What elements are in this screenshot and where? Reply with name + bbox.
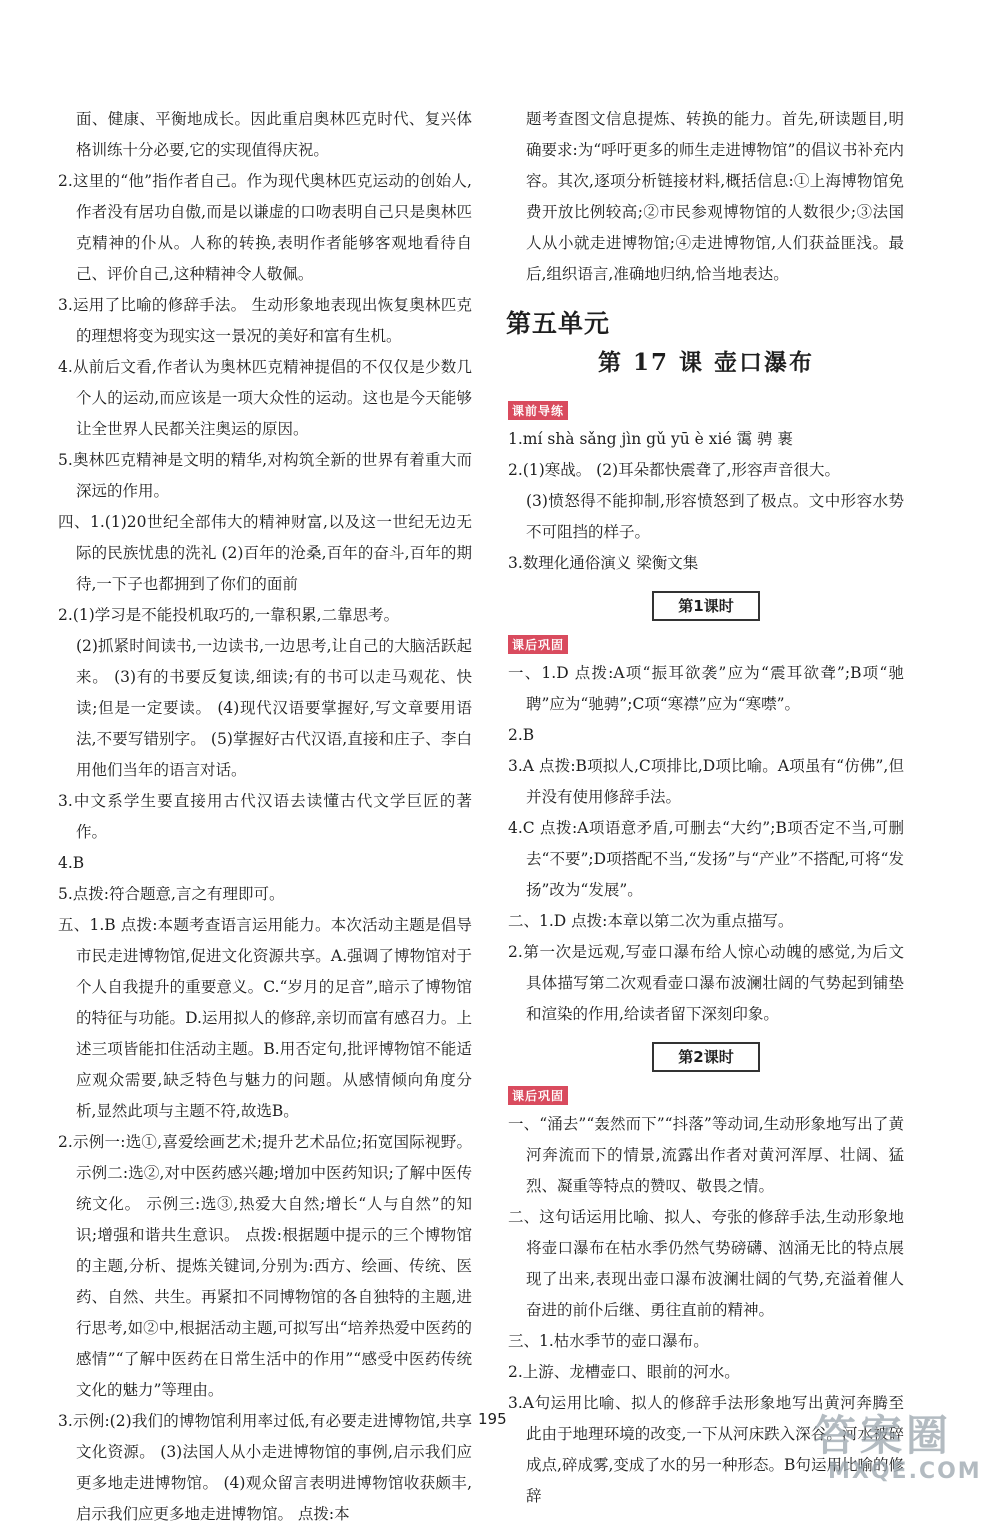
answer-paragraph: 2.示例一:选①,喜爱绘画艺术;提升艺术品位;拓宽国际视野。 示例二:选②,对中医药感兴趣;增加中医药知识;了解中医传统文化。 示例三:选③,热爱大自然;增长“人与自然”的知识;增强和谐共生意识。 点拨:根据题中提示的三个博物馆的主题,分析、提炼关键词,分别为:西方、绘画、传统、医药、自然、共生。再紧扣不同博物馆的各自独特的主题,进行思考,如②中,根据活动主题,可拟写出“培养热爱中医药的感情”“了解中医药在日常生活中的作用”“感受中医药传统文化的魅力”等理由。 [58,1133,472,1399]
review-section-badge: 课后巩固 [508,1086,568,1105]
watermark-logo-text: 答案圈 [814,1411,953,1460]
answer-paragraph: (3)愤怒得不能抑制,形容愤怒到了极点。文中形容水势不可阻挡的样子。 [526,492,904,541]
left-column [58,104,472,1530]
answer-paragraph: 面、健康、平衡地成长。因此重启奥林匹克时代、复兴体格训练十分必要,它的实现值得庆祝。 [76,110,472,159]
answer-paragraph: 2.这里的“他”指作者自己。作为现代奥林匹克运动的创始人,作者没有居功自傲,而是以谦虚的口吻表明自己只是奥林匹克精神的仆从。人称的转换,表明作者能够客观地看待自己、评价自己,这种精神令人敬佩。 [58,172,472,283]
answer-paragraph: 3.运用了比喻的修辞手法。 生动形象地表现出恢复奥林匹克的理想将变为现实这一景况的美好和富有生机。 [58,296,472,345]
answer-paragraph: 一、“涌去”“轰然而下”“抖落”等动词,生动形象地写出了黄河奔流而下的情景,流露出作者对黄河浑厚、壮阔、猛烈、凝重等特点的赞叹、敬畏之情。 [508,1115,904,1195]
unit-title: 第五单元 [506,309,611,338]
lesson-title: 第 17 课 壶口瀑布 [597,349,815,376]
answer-paragraph: 3.A 点拨:B项拟人,C项排比,D项比喻。A项虽有“仿佛”,但并没有使用修辞手法。 [508,757,904,806]
answer-paragraph: 2.(1)学习是不能投机取巧的,一靠积累,二靠思考。 [58,606,400,624]
answer-paragraph: (2)抓紧时间读书,一边读书,一边思考,让自己的大脑活跃起来。 (3)有的书要反复读,细读;有的书可以走马观花、快读;但是一定要读。 (4)现代汉语要掌握好,写文章要用语法,不要写错别字。 (5)掌握好古代汉语,直接和庄子、李白用他们当年的语言对话。 [76,637,472,779]
answer-paragraph: 四、1.(1)20世纪全部伟大的精神财富,以及这一世纪无边无际的民族忧患的洗礼 (2)百年的沧桑,百年的奋斗,百年的期待,一下子也都拥到了你们的面前 [58,513,472,593]
answer-paragraph: 3.示例:(2)我们的博物馆利用率过低,有必要走进博物馆,共享文化资源。 (3)法国人从小走进博物馆的事例,启示我们应更多地走进博物馆。 (4)观众留言表明进博物馆收获颇丰,启示我们应更多地走进博物馆。 点拨:本 [58,1412,472,1523]
answer-paragraph: 五、1.B 点拨:本题考查语言运用能力。本次活动主题是倡导市民走进博物馆,促进文化资源共享。A.强调了博物馆对于个人自我提升的重要意义。C.“岁月的足音”,暗示了博物馆的特征与功能。D.运用拟人的修辞,亲切而富有感召力。上述三项皆能扣住活动主题。B.用否定句,批评博物馆不能适应观众需要,缺乏特色与魅力的问题。从感情倾向角度分析,显然此项与主题不符,故选B。 [58,916,472,1120]
right-column [508,104,904,1512]
session-1-label: 第1课时 [652,591,760,621]
answer-paragraph: 2.第一次是远观,写壶口瀑布给人惊心动魄的感觉,为后文具体描写第二次观看壶口瀑布波澜壮阔的气势起到铺垫和渲染的作用,给读者留下深刻印象。 [508,943,904,1023]
answer-paragraph: 5.奥林匹克精神是文明的精华,对构筑全新的世界有着重大而深远的作用。 [58,451,472,500]
answer-paragraph: 5.点拨:符合题意,言之有理即可。 [58,885,285,903]
answer-paragraph: 一、1.D 点拨:A项“振耳欲袭”应为“震耳欲聋”;B项“驰聘”应为“驰骋”;C项“寒襟”应为“寒噤”。 [508,664,904,713]
answer-paragraph: 二、1.D 点拨:本章以第二次为重点描写。 [508,912,794,930]
answer-paragraph: 3.A句运用比喻、拟人的修辞手法形象地写出黄河奔腾至此由于地理环境的改变,一下从河床跌入深谷。河水被碎成点,碎成雾,变成了水的另一种形态。B句运用比喻的修辞 [508,1394,904,1505]
answer-paragraph: 4.从前后文看,作者认为奥林匹克精神提倡的不仅仅是少数几个人的运动,而应该是一项大众性的运动。这也是今天能够让全世界人民都关注奥运的原因。 [58,358,472,438]
answer-paragraph: 2.上游、龙槽壶口、眼前的河水。 [508,1363,740,1381]
answer-paragraph: 2.B [508,726,535,744]
page-number: 195 [478,1410,507,1428]
answer-paragraph: 3.中文系学生要直接用古代汉语去读懂古代文学巨匠的著作。 [58,792,472,841]
session-2-label: 第2课时 [652,1042,760,1072]
preview-section-badge: 课前导练 [508,401,568,420]
watermark [814,1412,994,1492]
answer-paragraph: 3.数理化通俗演义 梁衡文集 [508,554,699,572]
answer-paragraph: 1.mí shà sǎng jìn gǔ yū è xié 霭 骋 裹 [508,430,793,448]
answer-paragraph: 三、1.枯水季节的壶口瀑布。 [508,1332,709,1350]
review-section-badge: 课后巩固 [508,635,568,654]
answer-paragraph: 二、这句话运用比喻、拟人、夸张的修辞手法,生动形象地将壶口瀑布在枯水季仍然气势磅礴、汹涌无比的特点展现了出来,表现出壶口瀑布波澜壮阔的气势,充溢着催人奋进的前仆后继、勇往直前的精神。 [508,1208,904,1319]
answer-paragraph: 题考查图文信息提炼、转换的能力。首先,研读题目,明确要求:为“呼吁更多的师生走进博物馆”的倡议书补充内容。其次,逐项分析链接材料,概括信息:①上海博物馆免费开放比例较高;②市民参观博物馆的人数很少;③法国人从小就走进博物馆;④走进博物馆,人们获益匪浅。最后,组织语言,准确地归纳,恰当地表达。 [526,110,904,283]
watermark-url-text: MXQE.COM [828,1459,982,1484]
answer-paragraph: 4.B [58,854,85,872]
answer-paragraph: 4.C 点拨:A项语意矛盾,可删去“大约”;B项否定不当,可删去“不要”;D项搭配不当,“发扬”与“产业”不搭配,可将“发扬”改为“发展”。 [508,819,904,899]
answer-paragraph: 2.(1)寒战。 (2)耳朵都快震聋了,形容声音很大。 [508,461,841,479]
